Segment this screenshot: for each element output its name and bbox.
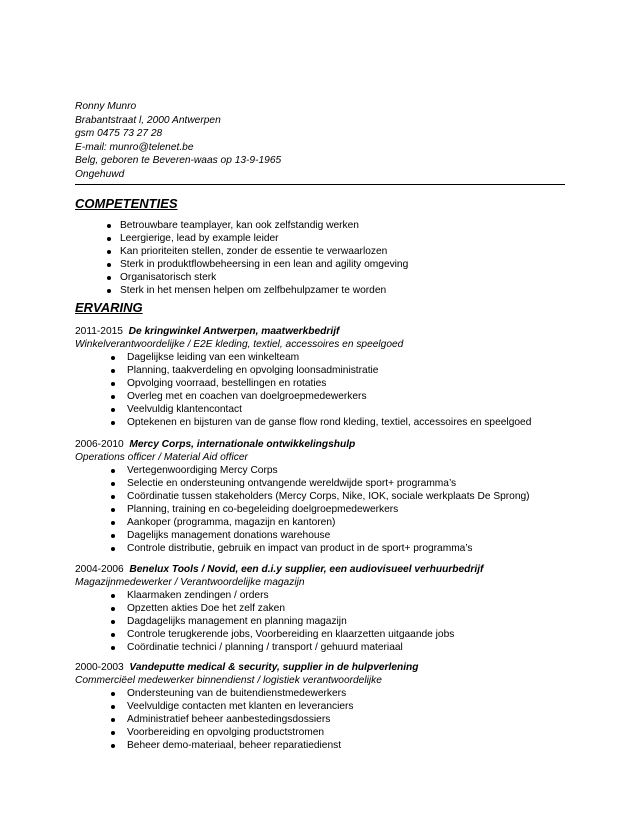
list-item: Coördinatie tussen stakeholders (Mercy Corps, Nike, IOK, sociale werkplaats De Sprong) [75, 490, 570, 503]
bullet-icon [111, 705, 115, 709]
list-item: Beheer demo-materiaal, beheer reparatiedienst [75, 739, 570, 752]
job-period: 2004-2006 [75, 564, 124, 575]
bullet-icon [107, 263, 111, 267]
bullet-icon [107, 289, 111, 293]
list-item: Dagelijks management donations warehouse [75, 529, 570, 542]
bullet-icon [111, 495, 115, 499]
bullet-icon [111, 692, 115, 696]
contact-name: Ronny Munro [75, 101, 137, 112]
competenties-list [75, 219, 570, 297]
bullet-icon [107, 250, 111, 254]
horizontal-divider [75, 184, 565, 185]
bullet-icon [111, 731, 115, 735]
list-item: Klaarmaken zendingen / orders [75, 589, 570, 602]
contact-block [75, 100, 565, 181]
job-duties [75, 351, 570, 429]
list-item: Sterk in produktflowbeheersing in een lean and agility omgeving [75, 258, 570, 271]
job-period: 2000-2003 [75, 662, 124, 673]
job-heading [75, 563, 570, 576]
bullet-icon [111, 369, 115, 373]
job-entry [75, 325, 570, 429]
list-item: Controle terugkerende jobs, Voorbereiding en klaarzetten uitgaande jobs [75, 628, 570, 641]
section-title-competenties: COMPETENTIES [75, 196, 178, 211]
bullet-icon [111, 395, 115, 399]
list-item: Coördinatie technici / planning / transport / gehuurd materiaal [75, 641, 570, 654]
list-item: Ondersteuning van de buitendienstmedewerkers [75, 687, 570, 700]
list-item: Dagelijkse leiding van een winkelteam [75, 351, 570, 364]
list-item: Leergierige, lead by example leider [75, 232, 570, 245]
list-item: Veelvuldige contacten met klanten en leveranciers [75, 700, 570, 713]
list-item: Opvolging voorraad, bestellingen en rotaties [75, 377, 570, 390]
contact-birth: Belg, geboren te Beveren-waas op 13-9-1965 [75, 155, 282, 166]
contact-gsm: gsm 0475 73 27 28 [75, 128, 163, 139]
contact-status: Ongehuwd [75, 168, 125, 180]
contact-address: Brabantstraat l, 2000 Antwerpen [75, 114, 221, 126]
list-item: Vertegenwoordiging Mercy Corps [75, 464, 570, 477]
list-item: Selectie en ondersteuning ontvangende wereldwijde sport+ programma’s [75, 477, 570, 490]
list-item: Opzetten akties Doe het zelf zaken [75, 602, 570, 615]
list-item: Aankoper (programma, magazijn en kantoren) [75, 516, 570, 529]
bullet-icon [111, 594, 115, 598]
bullet-icon [111, 646, 115, 650]
job-heading [75, 325, 570, 338]
list-item: Administratief beheer aanbestedingsdossiers [75, 713, 570, 726]
list-item: Controle distributie, gebruik en impact van product in de sport+ programma’s [75, 542, 570, 555]
list-item: Dagdagelijks management en planning magazijn [75, 615, 570, 628]
job-role: Commerciëel medewerker binnendienst / logistiek verantwoordelijke [75, 675, 382, 686]
job-period: 2006-2010 [75, 439, 124, 450]
job-company: Mercy Corps, internationale ontwikkelingshulp [129, 439, 356, 450]
bullet-icon [111, 534, 115, 538]
job-duties [75, 464, 570, 555]
list-item: Overleg met en coachen van doelgroepmedewerkers [75, 390, 570, 403]
job-duties [75, 687, 570, 752]
bullet-icon [107, 224, 111, 228]
job-role: Winkelverantwoordelijke / E2E kleding, textiel, accessoires en speelgoed [75, 339, 404, 350]
job-entry [75, 661, 570, 752]
bullet-icon [111, 421, 115, 425]
job-heading [75, 438, 570, 451]
list-item: Planning, taakverdeling en opvolging loonsadministratie [75, 364, 570, 377]
list-item: Planning, training en co-begeleiding doelgroepmedewerkers [75, 503, 570, 516]
list-item: Kan prioriteiten stellen, zonder de essentie te verwaarlozen [75, 245, 570, 258]
list-item: Sterk in het mensen helpen om zelfbehulpzamer te worden [75, 284, 570, 297]
bullet-icon [111, 718, 115, 722]
list-item: Veelvuldig klantencontact [75, 403, 570, 416]
bullet-icon [111, 607, 115, 611]
job-entry [75, 438, 570, 555]
bullet-icon [111, 521, 115, 525]
bullet-icon [107, 237, 111, 241]
job-period: 2011-2015 [75, 326, 123, 337]
bullet-icon [111, 633, 115, 637]
bullet-icon [111, 382, 115, 386]
bullet-icon [111, 744, 115, 748]
section-title-ervaring: ERVARING [75, 300, 143, 315]
job-entry [75, 563, 570, 654]
job-duties [75, 589, 570, 654]
list-item: Voorbereiding en opvolging productstromen [75, 726, 570, 739]
job-role: Magazijnmedewerker / Verantwoordelijke magazijn [75, 577, 305, 588]
bullet-icon [111, 482, 115, 486]
list-item: Organisatorisch sterk [75, 271, 570, 284]
bullet-icon [111, 356, 115, 360]
job-company: Vandeputte medical & security, supplier in de hulpverlening [129, 662, 419, 673]
contact-email: E-mail: munro@telenet.be [75, 141, 194, 153]
job-company: De kringwinkel Antwerpen, maatwerkbedrijf [128, 326, 340, 337]
bullet-icon [111, 547, 115, 551]
job-company: Benelux Tools / Novid, een d.i.y supplier, een audiovisueel verhuurbedrijf [129, 564, 484, 575]
bullet-icon [111, 508, 115, 512]
list-item: Betrouwbare teamplayer, kan ook zelfstandig werken [75, 219, 570, 232]
bullet-icon [111, 469, 115, 473]
job-role: Operations officer / Material Aid officer [75, 452, 248, 463]
job-heading [75, 661, 570, 674]
bullet-icon [111, 408, 115, 412]
bullet-icon [111, 620, 115, 624]
bullet-icon [107, 276, 111, 280]
list-item: Optekenen en bijsturen van de ganse flow rond kleding, textiel, accessoires en speelgoed [75, 416, 570, 429]
